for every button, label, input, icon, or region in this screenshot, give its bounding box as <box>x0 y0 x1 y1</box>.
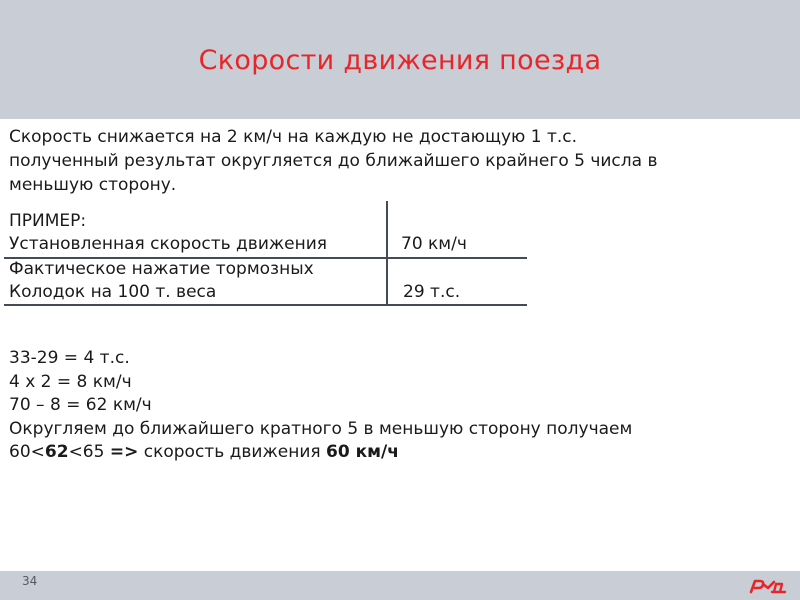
table-vertical-divider <box>386 201 388 305</box>
calc-text: <65 <box>68 442 110 462</box>
calc-bold: 62 <box>44 442 69 462</box>
intro-line: меньшую сторону. <box>9 175 177 195</box>
row1-value: 70 км/ч <box>401 234 467 254</box>
calc-text: скорость движения <box>138 442 327 462</box>
calc-result-bold: 60 км/ч <box>326 442 399 462</box>
calc-text: 60< <box>9 442 45 462</box>
rzd-logo-icon <box>745 576 789 596</box>
row2-label-line2: Колодок на 100 т. веса <box>9 282 217 302</box>
intro-text <box>9 125 789 197</box>
calc-line: 4 х 2 = 8 км/ч <box>9 371 132 392</box>
example-heading: ПРИМЕР: <box>9 211 87 231</box>
footer-band <box>0 571 800 600</box>
page-number: 34 <box>22 574 38 588</box>
calculation <box>9 347 632 465</box>
calc-bold: => <box>109 442 139 462</box>
intro-line: Скорость снижается на 2 км/ч на каждую не достающую 1 т.с. <box>9 127 578 147</box>
calc-line: 70 – 8 = 62 км/ч <box>9 395 152 415</box>
calc-result-line <box>9 441 632 465</box>
row1-label: Установленная скорость движения <box>9 234 328 254</box>
row2-label-line1: Фактическое нажатие тормозных <box>9 259 314 279</box>
intro-line: полученный результат округляется до ближайшего крайнего 5 числа в <box>9 151 658 171</box>
slide-title: Скорости движения поезда <box>198 45 602 76</box>
table-divider-2 <box>4 304 527 306</box>
calc-line: 33-29 = 4 т.с. <box>9 348 130 368</box>
calc-line: Округляем до ближайшего кратного 5 в меньшую сторону получаем <box>9 418 633 439</box>
table-divider-1 <box>4 257 527 259</box>
row2-value: 29 т.с. <box>403 282 461 302</box>
